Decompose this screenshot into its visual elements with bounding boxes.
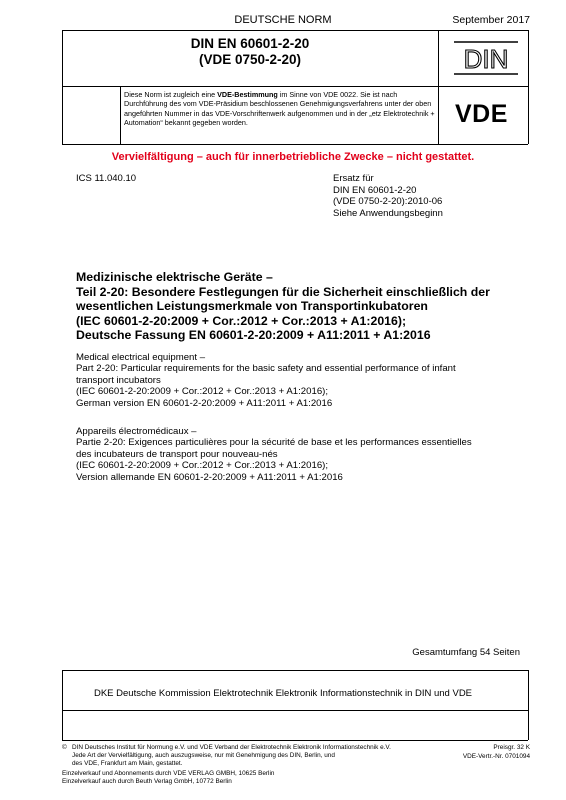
title-french: [76, 426, 536, 483]
sales-line: Einzelverkauf auch durch Beuth Verlag GmbH, 10772 Berlin: [62, 778, 232, 786]
sales-line: Einzelverkauf und Abonnements durch VDE VERLAG GMBH, 10625 Berlin: [62, 770, 275, 777]
footer-top-line: [62, 740, 528, 741]
frame-mid-line: [62, 86, 528, 87]
copyright-symbol: ©: [62, 744, 67, 751]
note-text-1: Diese Norm ist zugleich eine: [124, 90, 218, 99]
din-logo: [452, 40, 520, 76]
title-fr-line: Partie 2-20: Exigences particulières pour la sécurité de base et les performances essentielles: [76, 437, 472, 449]
frame-right-line: [528, 30, 529, 144]
title-de-line: Teil 2-20: Besondere Festlegungen für die Sicherheit einschließlich der: [76, 284, 490, 299]
sales-info: [62, 770, 274, 787]
reproduction-notice: Vervielfältigung – auch für innerbetriebliche Zwecke – nicht gestattet.: [111, 151, 475, 163]
replacement-line: DIN EN 60601-2-20: [333, 184, 417, 196]
footer-left-line: [62, 670, 63, 740]
vde-regulation-note: [124, 90, 436, 128]
replacement-line: Siehe Anwendungsbeginn: [333, 207, 443, 219]
title-en-line: Medical electrical equipment –: [76, 352, 206, 363]
vde-number: (VDE 0750-2-20): [198, 52, 302, 67]
title-en-line: (IEC 60601-2-20:2009 + Cor.:2012 + Cor.:2013 + A1:2016);: [76, 386, 329, 398]
document-number: DIN EN 60601-2-20: [190, 36, 310, 51]
title-de-line: wesentlichen Leistungsmerkmale von Transportinkubatoren: [76, 299, 428, 314]
vde-logo: VDE: [455, 100, 508, 128]
title-german: [76, 270, 536, 343]
order-number: VDE-Vertr.-Nr. 0701094: [462, 752, 530, 760]
title-en-line: transport incubators: [76, 374, 161, 386]
copyright-notice: [72, 744, 467, 768]
title-fr-line: (IEC 60601-2-20:2009 + Cor.:2012 + Cor.:2013 + A1:2016);: [76, 460, 329, 472]
norm-type: DEUTSCHE NORM: [234, 14, 332, 26]
dke-bottom-line: [62, 710, 528, 711]
copyright-line: DIN Deutsches Institut für Normung e.V. und VDE Verband der Elektrotechnik Elektronik Informationstechnik e.V.: [72, 744, 391, 751]
document-number-block: [62, 36, 438, 68]
title-fr-line: des incubateurs de transport pour nouveau-nés: [76, 448, 278, 460]
copyright-line: des VDE, Frankfurt am Main, gestattet.: [72, 760, 183, 767]
dke-committee: DKE Deutsche Kommission Elektrotechnik Elektronik Informationstechnik in DIN und VDE: [93, 688, 473, 699]
title-de-line: Medizinische elektrische Geräte –: [76, 270, 273, 284]
dke-top-line: [62, 670, 528, 671]
title-fr-line: Appareils électromédicaux –: [76, 426, 197, 437]
ics-code: ICS 11.040.10: [76, 173, 137, 184]
title-fr-line: Version allemande EN 60601-2-20:2009 + A11:2011 + A1:2016: [76, 471, 343, 483]
title-english: [76, 352, 536, 409]
replacement-info: [333, 173, 443, 219]
title-en-line: Part 2-20: Particular requirements for the basic safety and essential performance of infant: [76, 363, 456, 375]
price-group: Preisgr. 32 K: [493, 744, 530, 751]
price-info: [420, 744, 530, 761]
note-divider-line: [120, 86, 121, 144]
title-en-line: German version EN 60601-2-20:2009 + A11:2011 + A1:2016: [76, 397, 333, 409]
total-pages: Gesamtumfang 54 Seiten: [412, 647, 520, 658]
note-text-2: im Sinne von VDE 0022. Sie ist nach Durchführung des vom VDE-Präsidium beschlossenen Genehmigungsverfahrens unter der oben angeführten Nummer in das VDE-Vorschriftenwerk aufgenommen und in der „etz Elektrotechnik + Automation“ bekannt gegeben worden.: [124, 90, 435, 128]
frame-bottom-line: [62, 144, 528, 145]
replacement-line: Ersatz für: [333, 173, 374, 184]
issue-date: September 2017: [452, 14, 530, 26]
title-de-line: Deutsche Fassung EN 60601-2-20:2009 + A11:2011 + A1:2016: [76, 328, 431, 343]
title-de-line: (IEC 60601-2-20:2009 + Cor.:2012 + Cor.:2013 + A1:2016);: [76, 313, 407, 328]
logo-divider-line: [438, 30, 439, 144]
din-logo-text: DIN: [463, 44, 509, 74]
frame-top-line: [62, 30, 528, 31]
footer-right-line: [528, 670, 529, 740]
replacement-line: (VDE 0750-2-20):2010-06: [333, 196, 443, 207]
note-text-bold: VDE-Bestimmung: [217, 90, 278, 99]
copyright-line: Jede Art der Vervielfältigung, auch auszugsweise, nur mit Genehmigung des DIN, Berlin, und: [72, 752, 335, 759]
